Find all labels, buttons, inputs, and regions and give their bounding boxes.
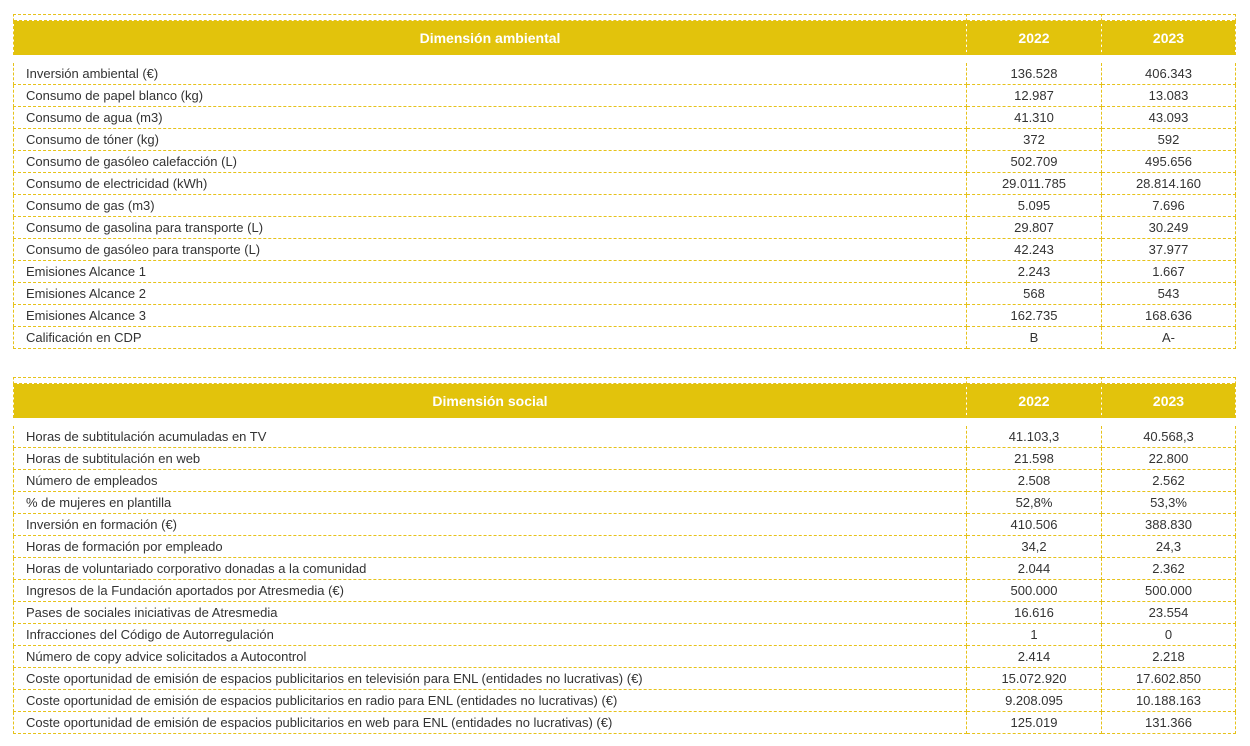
table-row xyxy=(14,151,1236,173)
social-year-2023-header: 2023 xyxy=(1102,384,1236,423)
value-2023: 53,3% xyxy=(1102,492,1236,514)
value-2022: 2.414 xyxy=(967,646,1102,668)
table-row xyxy=(14,305,1236,327)
row-label: Consumo de electricidad (kWh) xyxy=(14,173,967,195)
row-label: Coste oportunidad de emisión de espacios publicitarios en televisión para ENL (entidades no lucrativas) (€) xyxy=(14,668,967,690)
row-label: Número de copy advice solicitados a Autocontrol xyxy=(14,646,967,668)
value-2022: 29.807 xyxy=(967,217,1102,239)
value-2023: 2.218 xyxy=(1102,646,1236,668)
environmental-title: Dimensión ambiental xyxy=(14,21,967,60)
row-label: Inversión ambiental (€) xyxy=(14,59,967,85)
value-2022: 2.508 xyxy=(967,470,1102,492)
value-2022: 2.044 xyxy=(967,558,1102,580)
row-label: Horas de subtitulación en web xyxy=(14,448,967,470)
value-2022: 12.987 xyxy=(967,85,1102,107)
value-2022: 568 xyxy=(967,283,1102,305)
row-label: Consumo de gasóleo para transporte (L) xyxy=(14,239,967,261)
value-2022: 15.072.920 xyxy=(967,668,1102,690)
row-label: Horas de formación por empleado xyxy=(14,536,967,558)
environmental-year-2022-header: 2022 xyxy=(967,21,1102,60)
value-2023: 40.568,3 xyxy=(1102,422,1236,448)
value-2023: 43.093 xyxy=(1102,107,1236,129)
value-2023: 495.656 xyxy=(1102,151,1236,173)
value-2022: B xyxy=(967,327,1102,349)
social-title: Dimensión social xyxy=(14,384,967,423)
value-2022: 410.506 xyxy=(967,514,1102,536)
table-row xyxy=(14,470,1236,492)
table-row xyxy=(14,514,1236,536)
value-2022: 34,2 xyxy=(967,536,1102,558)
table-row xyxy=(14,173,1236,195)
value-2022: 2.243 xyxy=(967,261,1102,283)
row-label: Horas de subtitulación acumuladas en TV xyxy=(14,422,967,448)
value-2023: 2.362 xyxy=(1102,558,1236,580)
table-row xyxy=(14,327,1236,349)
table-row xyxy=(14,129,1236,151)
row-label: Pases de sociales iniciativas de Atresmedia xyxy=(14,602,967,624)
row-label: Consumo de agua (m3) xyxy=(14,107,967,129)
table-row xyxy=(14,422,1236,448)
table-row xyxy=(14,712,1236,734)
row-label: Ingresos de la Fundación aportados por Atresmedia (€) xyxy=(14,580,967,602)
value-2023: 592 xyxy=(1102,129,1236,151)
value-2023: 168.636 xyxy=(1102,305,1236,327)
value-2022: 500.000 xyxy=(967,580,1102,602)
value-2023: 406.343 xyxy=(1102,59,1236,85)
value-2022: 502.709 xyxy=(967,151,1102,173)
table-row xyxy=(14,261,1236,283)
table-row xyxy=(14,580,1236,602)
row-label: Emisiones Alcance 3 xyxy=(14,305,967,327)
environmental-table xyxy=(13,14,1236,349)
value-2022: 16.616 xyxy=(967,602,1102,624)
value-2023: 13.083 xyxy=(1102,85,1236,107)
row-label: Consumo de gas (m3) xyxy=(14,195,967,217)
value-2023: 23.554 xyxy=(1102,602,1236,624)
table-row xyxy=(14,624,1236,646)
value-2022: 125.019 xyxy=(967,712,1102,734)
environmental-table-body xyxy=(14,59,1236,349)
value-2022: 1 xyxy=(967,624,1102,646)
value-2023: 1.667 xyxy=(1102,261,1236,283)
row-label: Emisiones Alcance 2 xyxy=(14,283,967,305)
row-label: Coste oportunidad de emisión de espacios publicitarios en radio para ENL (entidades no lucrativas) (€) xyxy=(14,690,967,712)
table-row xyxy=(14,239,1236,261)
value-2022: 372 xyxy=(967,129,1102,151)
value-2022: 29.011.785 xyxy=(967,173,1102,195)
row-label: Emisiones Alcance 1 xyxy=(14,261,967,283)
row-label: Infracciones del Código de Autorregulación xyxy=(14,624,967,646)
value-2022: 41.310 xyxy=(967,107,1102,129)
value-2023: 543 xyxy=(1102,283,1236,305)
row-label: Horas de voluntariado corporativo donadas a la comunidad xyxy=(14,558,967,580)
value-2023: 24,3 xyxy=(1102,536,1236,558)
row-label: Consumo de tóner (kg) xyxy=(14,129,967,151)
value-2022: 21.598 xyxy=(967,448,1102,470)
table-row xyxy=(14,492,1236,514)
value-2023: 22.800 xyxy=(1102,448,1236,470)
table-row xyxy=(14,107,1236,129)
row-label: Número de empleados xyxy=(14,470,967,492)
social-table-body xyxy=(14,422,1236,734)
row-label: Calificación en CDP xyxy=(14,327,967,349)
value-2023: 10.188.163 xyxy=(1102,690,1236,712)
social-year-2022-header: 2022 xyxy=(967,384,1102,423)
value-2023: 28.814.160 xyxy=(1102,173,1236,195)
value-2022: 9.208.095 xyxy=(967,690,1102,712)
value-2023: 500.000 xyxy=(1102,580,1236,602)
value-2023: 17.602.850 xyxy=(1102,668,1236,690)
table-row xyxy=(14,59,1236,85)
value-2023: 2.562 xyxy=(1102,470,1236,492)
value-2022: 41.103,3 xyxy=(967,422,1102,448)
table-row xyxy=(14,690,1236,712)
value-2023: 131.366 xyxy=(1102,712,1236,734)
table-row xyxy=(14,217,1236,239)
row-label: Consumo de gasolina para transporte (L) xyxy=(14,217,967,239)
value-2023: 388.830 xyxy=(1102,514,1236,536)
table-row xyxy=(14,602,1236,624)
value-2023: A- xyxy=(1102,327,1236,349)
value-2023: 30.249 xyxy=(1102,217,1236,239)
environmental-year-2023-header: 2023 xyxy=(1102,21,1236,60)
row-label: % de mujeres en plantilla xyxy=(14,492,967,514)
table-row xyxy=(14,668,1236,690)
row-label: Coste oportunidad de emisión de espacios publicitarios en web para ENL (entidades no lucrativas) (€) xyxy=(14,712,967,734)
table-row xyxy=(14,448,1236,470)
table-row xyxy=(14,195,1236,217)
social-table xyxy=(13,377,1236,734)
value-2023: 0 xyxy=(1102,624,1236,646)
value-2022: 52,8% xyxy=(967,492,1102,514)
table-row xyxy=(14,536,1236,558)
table-row xyxy=(14,646,1236,668)
table-row xyxy=(14,283,1236,305)
table-row xyxy=(14,558,1236,580)
row-label: Consumo de papel blanco (kg) xyxy=(14,85,967,107)
row-label: Consumo de gasóleo calefacción (L) xyxy=(14,151,967,173)
row-label: Inversión en formación (€) xyxy=(14,514,967,536)
value-2022: 162.735 xyxy=(967,305,1102,327)
table-row xyxy=(14,85,1236,107)
value-2023: 7.696 xyxy=(1102,195,1236,217)
value-2022: 5.095 xyxy=(967,195,1102,217)
value-2022: 42.243 xyxy=(967,239,1102,261)
value-2023: 37.977 xyxy=(1102,239,1236,261)
value-2022: 136.528 xyxy=(967,59,1102,85)
